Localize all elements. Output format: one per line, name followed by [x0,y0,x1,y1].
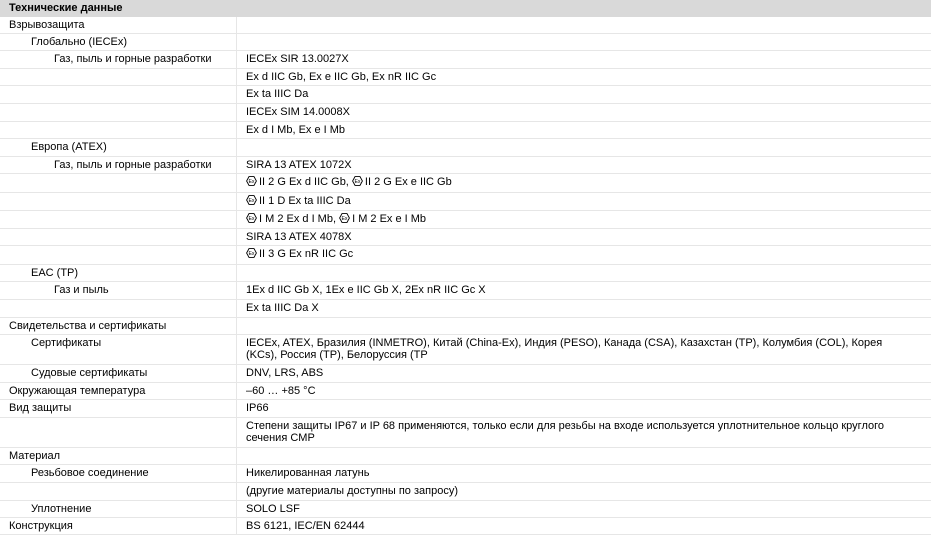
table-header: Технические данные [0,0,931,17]
row-value [237,383,931,399]
row-label: Свидетельства и сертификаты [0,318,237,334]
row-value [237,518,931,534]
table-row [0,69,931,86]
table-row [0,104,931,122]
value-text: SIRA 13 ATEX 4078X [246,231,352,243]
table-row [0,465,931,483]
row-label [0,69,237,85]
row-value [237,483,931,500]
value-text: I M 2 Ex d I Mb, [259,213,340,225]
row-value [237,418,931,447]
value-text: IECEx SIR 13.0027X [246,53,349,65]
row-value [237,139,931,156]
table-row [0,383,931,400]
table-row [0,318,931,335]
row-value [237,122,931,138]
value-text: II 2 G Ex d IIC Gb, [259,176,352,188]
value-text: IECEx, ATEX, Бразилия (INMETRO), Китай (China-Ex), Индия (PESO), Канада (CSA), Казахстан (TP), Колумбия (COL), Корея (KCs), Россия (TP), Белоруссия (TP [246,337,883,361]
table-row [0,365,931,383]
row-value [237,448,931,464]
value-text: IECEx SIM 14.0008X [246,106,350,118]
value-text: DNV, LRS, ABS [246,367,324,379]
value-text: Ex d IIC Gb, Ex e IIC Gb, Ex nR IIC Gc [246,71,437,83]
row-value [237,157,931,173]
row-value [237,282,931,299]
value-text: II 3 G Ex nR IIC Gc [259,248,354,260]
svg-text:Ex: Ex [248,198,255,204]
table-row [0,501,931,518]
row-value [237,365,931,382]
row-value [237,318,931,334]
row-label [0,86,237,103]
value-text: Никелированная латунь [246,467,370,479]
ex-hexagon-icon [352,176,363,186]
table-row [0,483,931,501]
table-row [0,335,931,365]
table-row [0,300,931,318]
value-text: Ex d I Mb, Ex e I Mb [246,124,346,136]
row-value [237,174,931,192]
table-row [0,51,931,69]
row-label: Газ, пыль и горные разработки [0,157,237,173]
row-value [237,335,931,364]
row-label [0,122,237,138]
table-row [0,229,931,246]
row-label [0,193,237,210]
row-label: Судовые сертификаты [0,365,237,382]
table-row [0,193,931,211]
svg-text:Ex: Ex [248,216,255,222]
row-label [0,211,237,228]
row-label: Резьбовое соединение [0,465,237,482]
ex-hexagon-icon [339,213,350,223]
value-text: SOLO LSF [246,503,300,515]
table-row [0,157,931,174]
row-label [0,418,237,447]
row-label: Газ, пыль и горные разработки [0,51,237,68]
row-label: Глобально (IECEx) [0,34,237,50]
value-text: Ex ta IIIC Da X [246,302,319,314]
table-row [0,265,931,282]
row-value [237,193,931,210]
value-text: Степени защиты IP67 и IP 68 применяются, только если для резьбы на входе используется уплотнительное кольцо круглого сечения CMP [246,420,884,444]
value-text: II 1 D Ex ta IIIC Da [259,195,351,207]
row-value [237,211,931,228]
row-label: Уплотнение [0,501,237,517]
ex-hexagon-icon [246,248,257,258]
table-row [0,17,931,34]
ex-hexagon-icon [246,195,257,205]
row-label [0,483,237,500]
value-text: –60 … +85 °C [246,385,316,397]
row-value [237,69,931,85]
row-label: Окружающая температура [0,383,237,399]
row-value [237,246,931,264]
row-label: Европа (ATEX) [0,139,237,156]
row-value [237,265,931,281]
table-row [0,246,931,265]
table-row [0,122,931,139]
svg-text:Ex: Ex [248,251,255,257]
row-label [0,246,237,264]
row-label: Конструкция [0,518,237,534]
row-value [237,104,931,121]
table-row [0,174,931,193]
table-row [0,282,931,300]
row-label: EAC (TP) [0,265,237,281]
table-body [0,17,931,535]
row-value [237,86,931,103]
table-row [0,211,931,229]
row-label: Газ и пыль [0,282,237,299]
row-label: Вид защиты [0,400,237,417]
table-row [0,400,931,418]
row-label [0,104,237,121]
value-text: SIRA 13 ATEX 1072X [246,159,352,171]
ex-hexagon-icon [246,213,257,223]
table-row [0,34,931,51]
table-row [0,518,931,535]
value-text: Ex ta IIIC Da [246,88,309,100]
value-text: IP66 [246,402,269,414]
svg-text:Ex: Ex [354,179,361,185]
table-row [0,418,931,448]
row-label [0,174,237,192]
row-label: Сертификаты [0,335,237,364]
row-label [0,229,237,245]
row-value [237,34,931,50]
ex-hexagon-icon [246,176,257,186]
svg-text:Ex: Ex [341,216,348,222]
row-value [237,51,931,68]
row-value [237,300,931,317]
value-text: (другие материалы доступны по запросу) [246,485,458,497]
svg-text:Ex: Ex [248,179,255,185]
value-text: 1Ex d IIC Gb X, 1Ex e IIC Gb X, 2Ex nR IIC Gc X [246,284,486,296]
row-value [237,465,931,482]
row-value [237,17,931,33]
row-label: Материал [0,448,237,464]
row-label [0,300,237,317]
value-text: BS 6121, IEC/EN 62444 [246,520,365,532]
table-row [0,86,931,104]
value-text: I M 2 Ex e I Mb [352,213,427,225]
table-row [0,448,931,465]
row-value [237,501,931,517]
value-text: II 2 G Ex e IIC Gb [364,176,452,188]
row-value [237,229,931,245]
row-label: Взрывозащита [0,17,237,33]
row-value [237,400,931,417]
table-row [0,139,931,157]
